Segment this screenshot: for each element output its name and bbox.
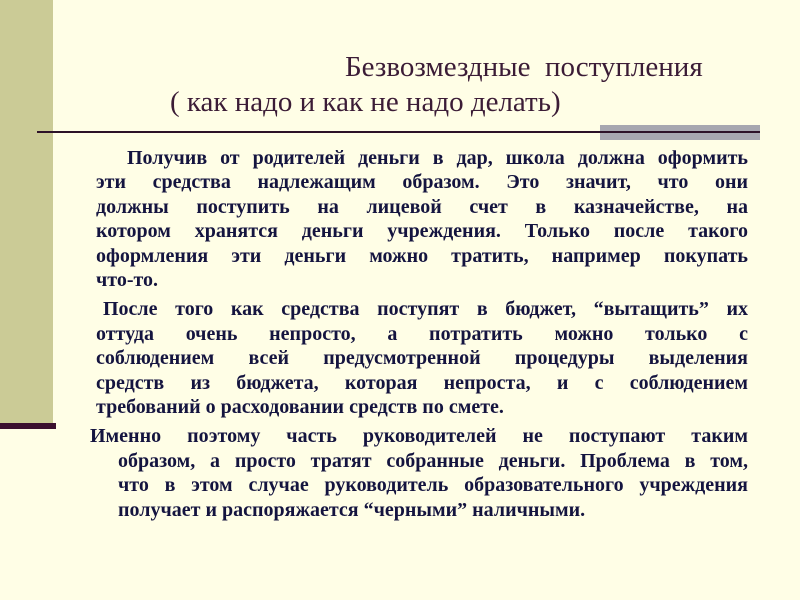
text-line: требований о расходовании средств по смете. [96,396,504,419]
text-line: соблюдением всей предусмотренной процедуры выделения [96,347,748,370]
text-line: оформления эти деньги можно тратить, например покупать [96,244,748,267]
text-line: что в этом случае руководитель образовательного учреждения [118,474,748,497]
text-line: эти средства надлежащим образом. Это значит, что они [96,171,748,194]
text-line: образом, а просто тратят собранные деньги. Проблема в том, [118,449,748,472]
text-line: средств из бюджета, которая непроста, и с соблюдением [96,371,748,394]
paragraph-1 [96,146,748,292]
slide-title-line-2: ( как надо и как не надо делать) [170,86,561,118]
title-underline [37,131,760,133]
text-line: котором хранятся деньги учреждения. Только после такого [96,220,748,243]
text-line: Именно поэтому часть руководителей не поступают таким [90,425,748,448]
paragraph-3 [90,424,748,522]
slide-title-line-1: Безвозмездные поступления [345,51,703,83]
paragraph-2 [96,297,748,419]
slide-body [0,146,800,522]
text-line: получает и распоряжается “черными” наличными. [118,498,586,521]
text-line: Получив от родителей деньги в дар, школа должна оформить [127,147,748,169]
text-line: оттуда очень непросто, а потратить можно только с [96,322,748,345]
text-line: должны поступить на лицевой счет в казначействе, на [96,195,748,218]
text-line: После того как средства поступят в бюджет, “вытащить” их [103,298,748,321]
text-line: что-то. [96,269,159,292]
